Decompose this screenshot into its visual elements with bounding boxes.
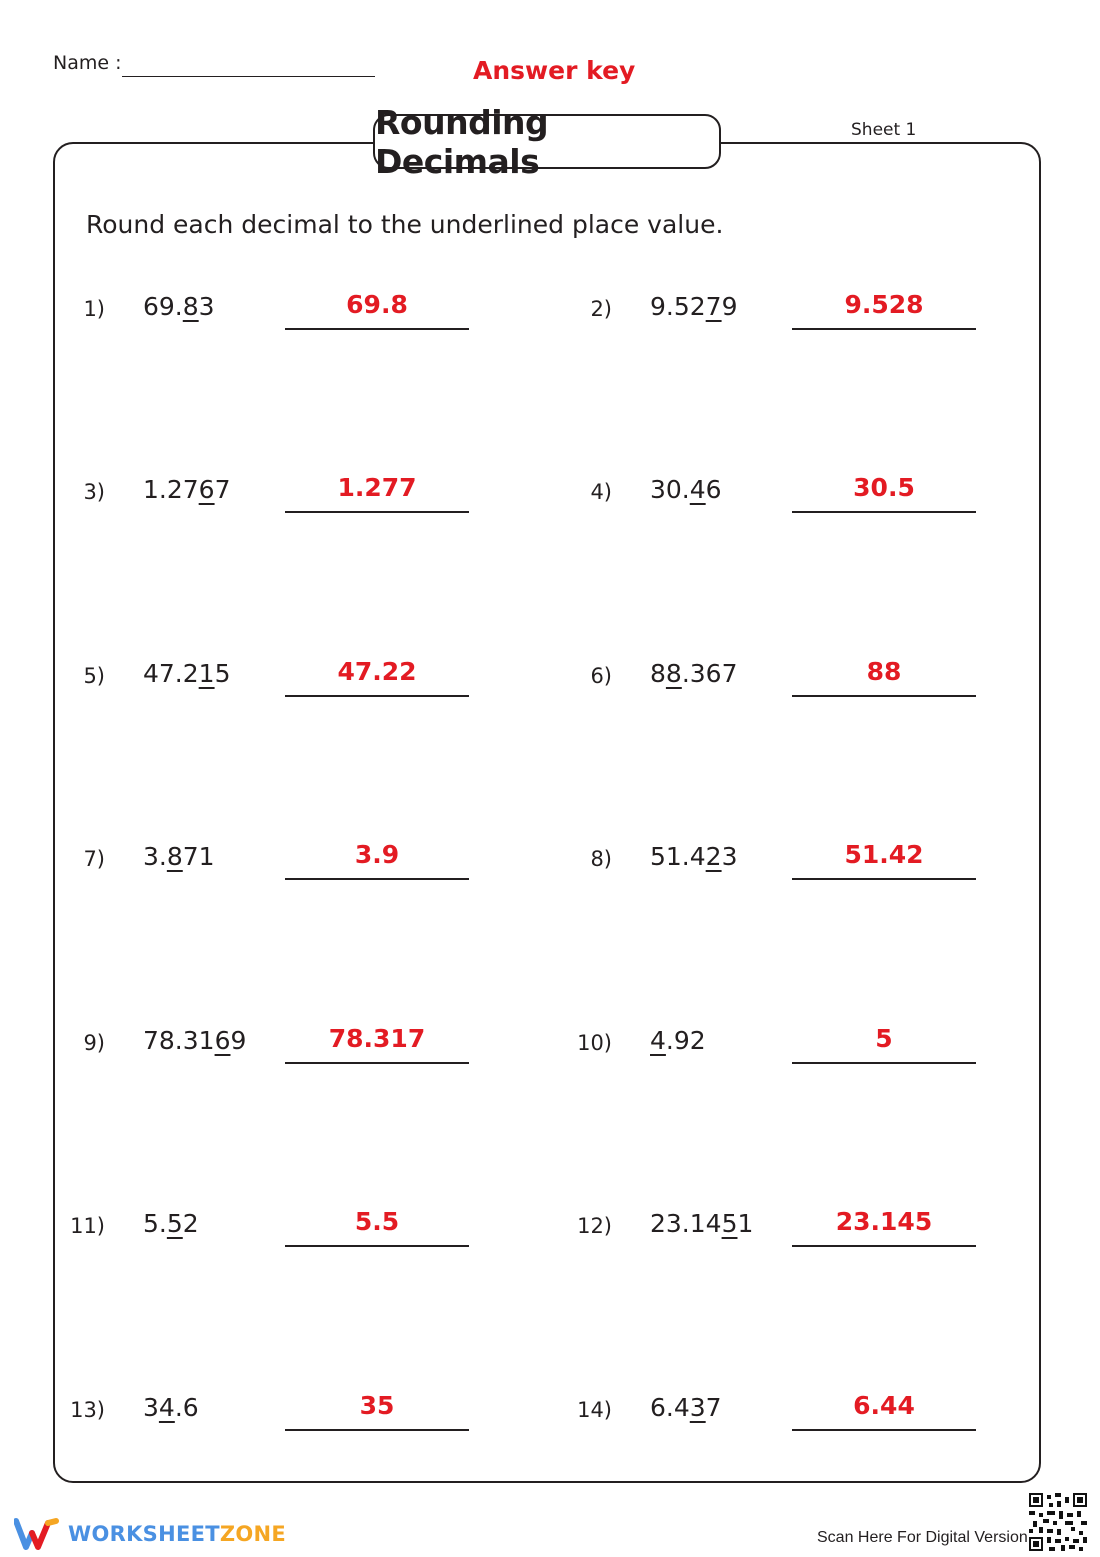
brand-name [68, 1522, 286, 1546]
answer-line[interactable] [285, 328, 469, 330]
worksheetzone-w-icon [14, 1517, 60, 1551]
problem-number: 3) [83, 480, 105, 504]
digits-after: .367 [681, 659, 738, 688]
answer-line[interactable] [285, 1245, 469, 1247]
digits-after: .6 [174, 1393, 199, 1422]
underlined-digit: 6 [214, 1026, 231, 1055]
answer-value: 69.8 [346, 290, 408, 319]
answer-value: 6.44 [853, 1391, 915, 1420]
underlined-digit: 4 [650, 1026, 666, 1055]
problem-number: 9) [83, 1031, 105, 1055]
problem-value [143, 842, 215, 871]
digits-before: 9.52 [650, 292, 706, 321]
digits-after: 3 [198, 292, 215, 321]
underlined-digit: 4 [158, 1393, 175, 1422]
digits-before: 47.2 [143, 659, 199, 688]
problem-value [143, 1209, 199, 1238]
name-field-line[interactable] [122, 76, 375, 77]
answer-value: 47.22 [337, 657, 417, 686]
answer-line[interactable] [285, 1062, 469, 1064]
underlined-digit: 5 [166, 1209, 183, 1238]
underlined-digit: 4 [689, 475, 706, 504]
problem-number: 7) [83, 847, 105, 871]
problem-value [143, 1393, 199, 1422]
digits-after: 71 [182, 842, 215, 871]
digits-after: 5 [214, 659, 231, 688]
problem-value [650, 1393, 722, 1422]
digits-after: 6 [705, 475, 722, 504]
problem-number: 8) [590, 847, 612, 871]
answer-line[interactable] [792, 511, 976, 513]
digits-before: 51.4 [650, 842, 706, 871]
answer-line[interactable] [792, 328, 976, 330]
underlined-digit: 7 [705, 292, 722, 321]
name-label: Name : [53, 52, 122, 74]
problem-value [143, 292, 215, 321]
sheet-label: Sheet 1 [851, 120, 917, 140]
digits-after: 7 [214, 475, 231, 504]
digits-after: 9 [230, 1026, 247, 1055]
problem-value [650, 475, 722, 504]
answer-line[interactable] [792, 695, 976, 697]
digits-before: 3 [143, 1393, 159, 1422]
underlined-digit: 6 [198, 475, 215, 504]
answer-value: 1.277 [337, 473, 417, 502]
instructions: Round each decimal to the underlined place value. [86, 210, 724, 239]
answer-line[interactable] [792, 1429, 976, 1431]
digits-before: 1.27 [143, 475, 199, 504]
problem-value [143, 475, 230, 504]
answer-value: 78.317 [328, 1024, 426, 1053]
problem-value [143, 659, 230, 688]
digits-before: 30. [650, 475, 690, 504]
answer-line[interactable] [285, 1429, 469, 1431]
answer-value: 5.5 [354, 1207, 400, 1236]
underlined-digit: 8 [665, 659, 682, 688]
digits-before: 5. [143, 1209, 167, 1238]
underlined-digit: 8 [166, 842, 183, 871]
qr-code-icon[interactable] [1029, 1493, 1087, 1551]
digits-before: 8 [650, 659, 666, 688]
problem-number: 6) [590, 664, 612, 688]
problem-value [650, 1026, 706, 1055]
underlined-digit: 1 [198, 659, 215, 688]
answer-value: 35 [359, 1391, 395, 1420]
digits-after: 3 [721, 842, 738, 871]
underlined-digit: 8 [182, 292, 199, 321]
answer-value: 30.5 [853, 473, 915, 502]
answer-value: 88 [866, 657, 902, 686]
answer-value: 5 [875, 1024, 893, 1053]
problem-value [650, 842, 737, 871]
problem-value [650, 292, 737, 321]
digits-after: 9 [721, 292, 738, 321]
problem-value [143, 1026, 246, 1055]
answer-line[interactable] [285, 695, 469, 697]
answer-line[interactable] [792, 1245, 976, 1247]
problem-value [650, 659, 737, 688]
digits-before: 23.14 [650, 1209, 722, 1238]
answer-line[interactable] [792, 1062, 976, 1064]
digits-before: 6.4 [650, 1393, 690, 1422]
answer-key-label: Answer key [473, 56, 636, 85]
problem-number: 10) [577, 1031, 612, 1055]
answer-line[interactable] [792, 878, 976, 880]
problem-number: 13) [70, 1398, 105, 1422]
scan-prompt: Scan Here For Digital Version [817, 1529, 1028, 1546]
answer-value: 23.145 [835, 1207, 933, 1236]
brand-name-main: WORKSHEET [68, 1522, 220, 1546]
worksheet-frame [53, 142, 1041, 1483]
digits-after: 1 [737, 1209, 754, 1238]
digits-before: 69. [143, 292, 183, 321]
digits-after: .92 [665, 1026, 706, 1055]
problem-number: 5) [83, 664, 105, 688]
problem-number: 1) [83, 297, 105, 321]
problem-number: 11) [70, 1214, 105, 1238]
answer-value: 51.42 [844, 840, 924, 869]
worksheet-title: Rounding Decimals [373, 114, 721, 169]
brand-logo[interactable] [14, 1517, 286, 1551]
underlined-digit: 3 [689, 1393, 706, 1422]
digits-after: 2 [182, 1209, 199, 1238]
problem-number: 14) [577, 1398, 612, 1422]
problem-number: 4) [590, 480, 612, 504]
answer-line[interactable] [285, 511, 469, 513]
answer-value: 9.528 [844, 290, 924, 319]
digits-before: 78.31 [143, 1026, 215, 1055]
digits-before: 3. [143, 842, 167, 871]
problem-value [650, 1209, 753, 1238]
brand-name-accent: ZONE [219, 1522, 287, 1546]
answer-line[interactable] [285, 878, 469, 880]
underlined-digit: 5 [721, 1209, 738, 1238]
answer-value: 3.9 [354, 840, 400, 869]
underlined-digit: 2 [705, 842, 722, 871]
problem-number: 12) [577, 1214, 612, 1238]
digits-after: 7 [705, 1393, 722, 1422]
problem-number: 2) [590, 297, 612, 321]
